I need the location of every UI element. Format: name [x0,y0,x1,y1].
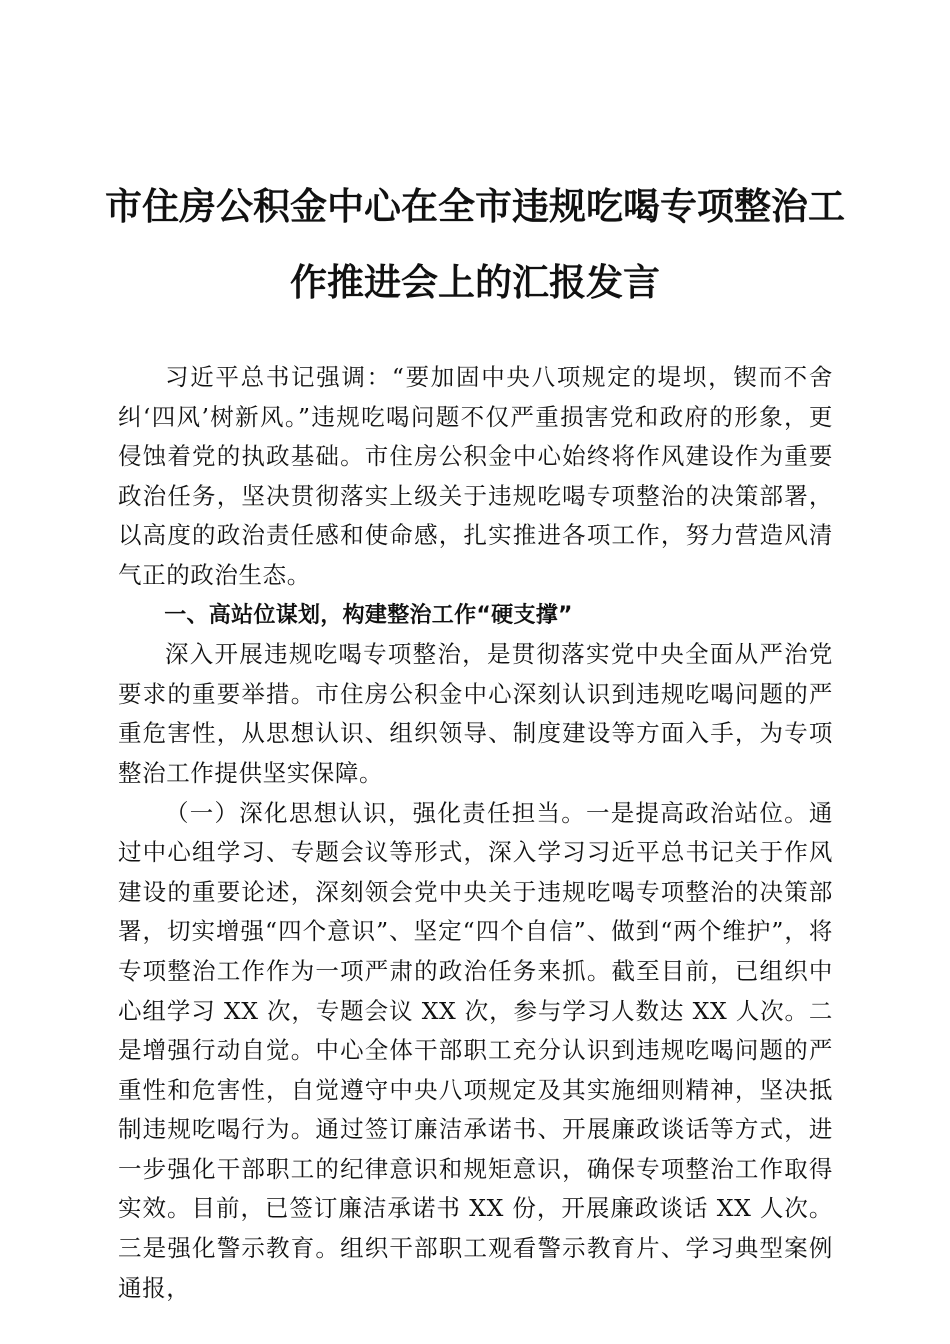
intro-paragraph: 习近平总书记强调：“要加固中央八项规定的堤坝，锲而不舍纠‘四风’树新风。”违规吃喝问题不仅严重损害党和政府的形象，更侵蚀着党的执政基础。市住房公积金中心始终将作风建设作为重要政治任务，坚决贯彻落实上级关于违规吃喝专项整治的决策部署，以高度的政治责任感和使命感，扎实推进各项工作，努力营造风清气正的政治生态。 [118,363,833,589]
title-line-2: 作推进会上的汇报发言 [290,260,660,304]
title-line-1: 市住房公积金中心在全市违规吃喝专项整治工 [105,184,845,228]
document-title [100,168,850,320]
section-heading-1: 一、高站位谋划，构建整治工作“硬支撑” [164,602,573,628]
section-1-paragraph: 深入开展违规吃喝专项整治，是贯彻落实党中央全面从严治党要求的重要举措。市住房公积金中心深刻认识到违规吃喝问题的严重危害性，从思想认识、组织领导、制度建设等方面入手，为专项整治工作提供坚实保障。 [118,640,833,787]
document-body [118,358,833,1308]
subsection-1-paragraph: （一）深化思想认识，强化责任担当。一是提高政治站位。通过中心组学习、专题会议等形式，深入学习习近平总书记关于作风建设的重要论述，深刻领会党中央关于违规吃喝专项整治的决策部署，切实增强“四个意识”、坚定“四个自信”、做到“两个维护”，将专项整治工作作为一项严肃的政治任务来抓。截至目前，已组织中心组学习 XX 次，专题会议 XX 次，参与学习人数达 XX 人次。二是增强行动自觉。中心全体干部职工充分认识到违规吃喝问题的严重性和危害性，自觉遵守中央八项规定及其实施细则精神，坚决抵制违规吃喝行为。通过签订廉洁承诺书、开展廉政谈话等方式，进一步强化干部职工的纪律意识和规矩意识，确保专项整治工作取得实效。目前，已签订廉洁承诺书 XX 份，开展廉政谈话 XX 人次。三是强化警示教育。组织干部职工观看警示教育片、学习典型案例通报， [118,798,833,1302]
